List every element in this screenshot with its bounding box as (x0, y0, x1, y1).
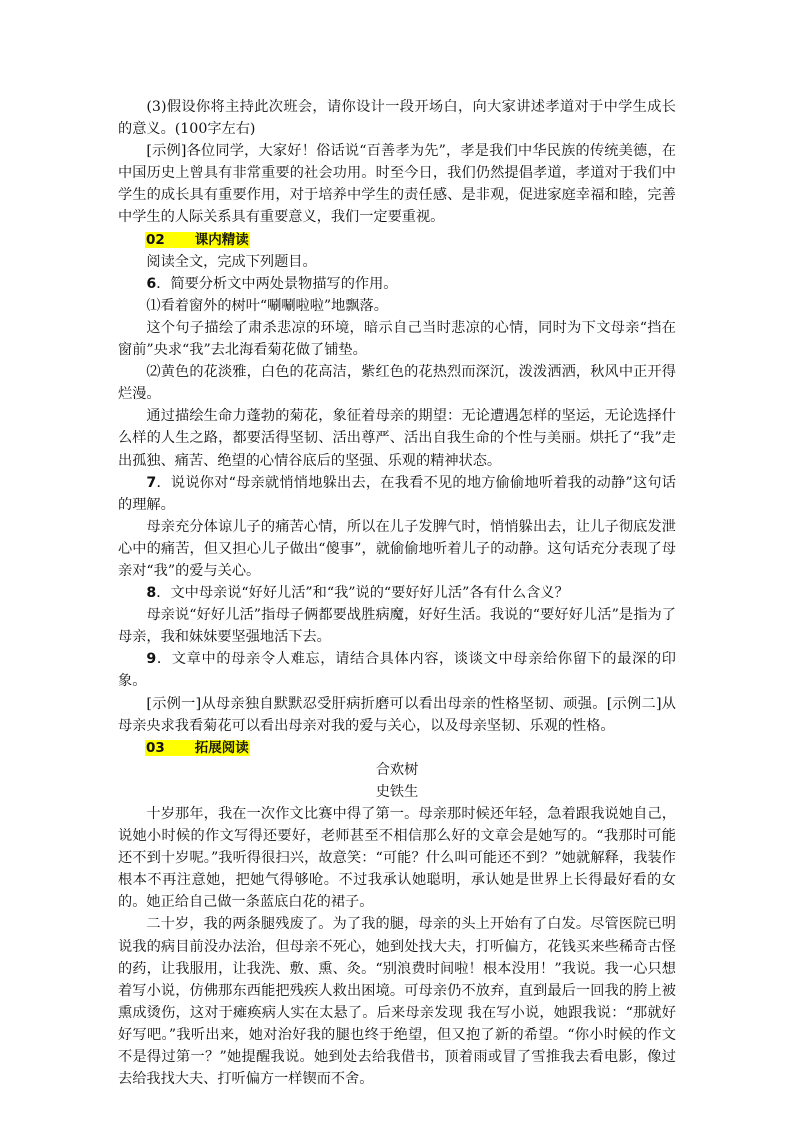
q3-prompt: (3)假设你将主持此次班会，请你设计一段开场白，向大家讲述孝道对于中学生成长的意义。(100字左右) (118, 99, 676, 138)
q7-question (118, 472, 676, 516)
article-title: 合欢树 (375, 761, 419, 778)
question-number: 7 (146, 474, 157, 491)
q9-answer: [示例一]从母亲独自默默忍受肝病折磨可以看出母亲的性格坚韧、顽强。[示例二]从母亲央求我看菊花可以看出母亲对我的爱与关心，以及母亲坚韧、乐观的性格。 (118, 695, 676, 734)
article-paragraph: 十岁那年，我在一次作文比赛中得了第一。母亲那时候还年轻，急着跟我说她自己，说她小时候的作文写得还要好，老师甚至不相信那么好的文章会是她写的。“我那时可能还不到十岁呢。”我听得很扫兴，故意笑：“可能？什么叫可能还不到？”她就解释，我装作根本不再注意她，把她气得够呛。不过我承认她聪明，承认她是世界上长得最好看的女的。她正给自己做一条蓝底白花的裙子。 (118, 806, 676, 911)
question-text: ．文章中的母亲令人难忘，请结合具体内容，谈谈文中母亲给你留下的最深的印象。 (118, 651, 676, 690)
question-number: 6 (146, 275, 157, 292)
section-heading-02 (118, 229, 676, 251)
q8-question (118, 582, 676, 604)
article-author: 史铁生 (375, 783, 419, 800)
q7-answer: 母亲充分体谅儿子的痛苦心情，所以在儿子发脾气时，悄悄躲出去，让儿子彻底发泄心中的痛苦，但又担心儿子做出“傻事”，就偷偷地听着儿子的动静。这句话充分表现了母亲对“我”的爱与关心。 (118, 518, 676, 579)
q6-question (118, 273, 676, 295)
question-text: ．文中母亲说“好好儿活”和“我”说的“要好好儿活”各有什么含义？ (156, 585, 569, 602)
document-page (118, 96, 676, 1090)
question-text: ．说说你对“母亲就悄悄地躲出去，在我看不见的地方偷偷地听着我的动静”这句话的理解。 (118, 474, 676, 513)
question-number: 8 (146, 585, 157, 602)
section-title: 拓展阅读 (194, 739, 249, 756)
q6-answer1: 这个句子描绘了肃杀悲凉的环境，暗示自己当时悲凉的心情，同时为下文母亲“挡在窗前”央求“我”去北海看菊花做了铺垫。 (118, 319, 676, 359)
question-text: ．简要分析文中两处景物描写的作用。 (156, 275, 398, 292)
section-intro: 阅读全文，完成下列题目。 (146, 253, 317, 270)
q8-answer: 母亲说“好好儿活”指母子俩都要战胜病魔，好好生活。我说的“要好好儿活”是指为了母亲，我和妹妹要坚强地活下去。 (118, 607, 676, 646)
q9-question (118, 648, 676, 692)
section-number: 03 (146, 739, 165, 756)
section-number: 02 (146, 231, 165, 248)
q3-answer: [示例]各位同学，大家好！俗话说“百善孝为先”，孝是我们中华民族的传统美德，在中国历史上曾具有非常重要的社会功用。时至今日，我们仍然提倡孝道，孝道对于我们中学生的成长具有重要作用，对于培养中学生的责任感、是非观，促进家庭幸福和睦，完善中学生的人际关系具有重要意义，我们一定要重视。 (118, 143, 676, 226)
q6-sub2: ⑵黄色的花淡雅，白色的花高洁，紫红色的花热烈而深沉，泼泼洒洒，秋风中正开得烂漫。 (118, 364, 676, 403)
q6-sub1: ⑴看着窗外的树叶“唰唰啦啦”地飘落。 (146, 297, 388, 314)
question-number: 9 (146, 651, 157, 668)
section-title: 课内精读 (194, 231, 249, 248)
section-heading-03 (118, 737, 676, 759)
q6-answer2: 通过描绘生命力蓬勃的菊花，象征着母亲的期望：无论遭遇怎样的坚运，无论选择什么样的人生之路，都要活得坚韧、活出尊严、活出自我生命的个性与美丽。烘托了“我”走出孤独、痛苦、绝望的心情谷底后的坚强、乐观的精神状态。 (118, 408, 676, 469)
article-paragraph: 二十岁，我的两条腿残废了。为了我的腿，母亲的头上开始有了白发。尽管医院已明说我的病目前没办法治，但母亲不死心，她到处找大夫，打听偏方，花钱买来些稀奇古怪的药，让我服用，让我洗、敷、熏、灸。“别浪费时间啦！根本没用！”我说。我一心只想着写小说，仿佛那东西能把残疾人救出困境。可母亲仍不放弃，直到最后一回我的胯上被熏成烫伤，这对于瘫痪病人实在太悬了。后来母亲发现 我在写小说，她跟我说：“那就好好写吧。”我听出来，她对治好我的腿也终于绝望，但又抱了新的希望。“你小时候的作文不是得过第一？”她提醒我说。她到处去给我借书，顶着雨或冒了雪推我去看电影，像过去给我找大夫、打听偏方一样锲而不舍。 (118, 916, 676, 1088)
